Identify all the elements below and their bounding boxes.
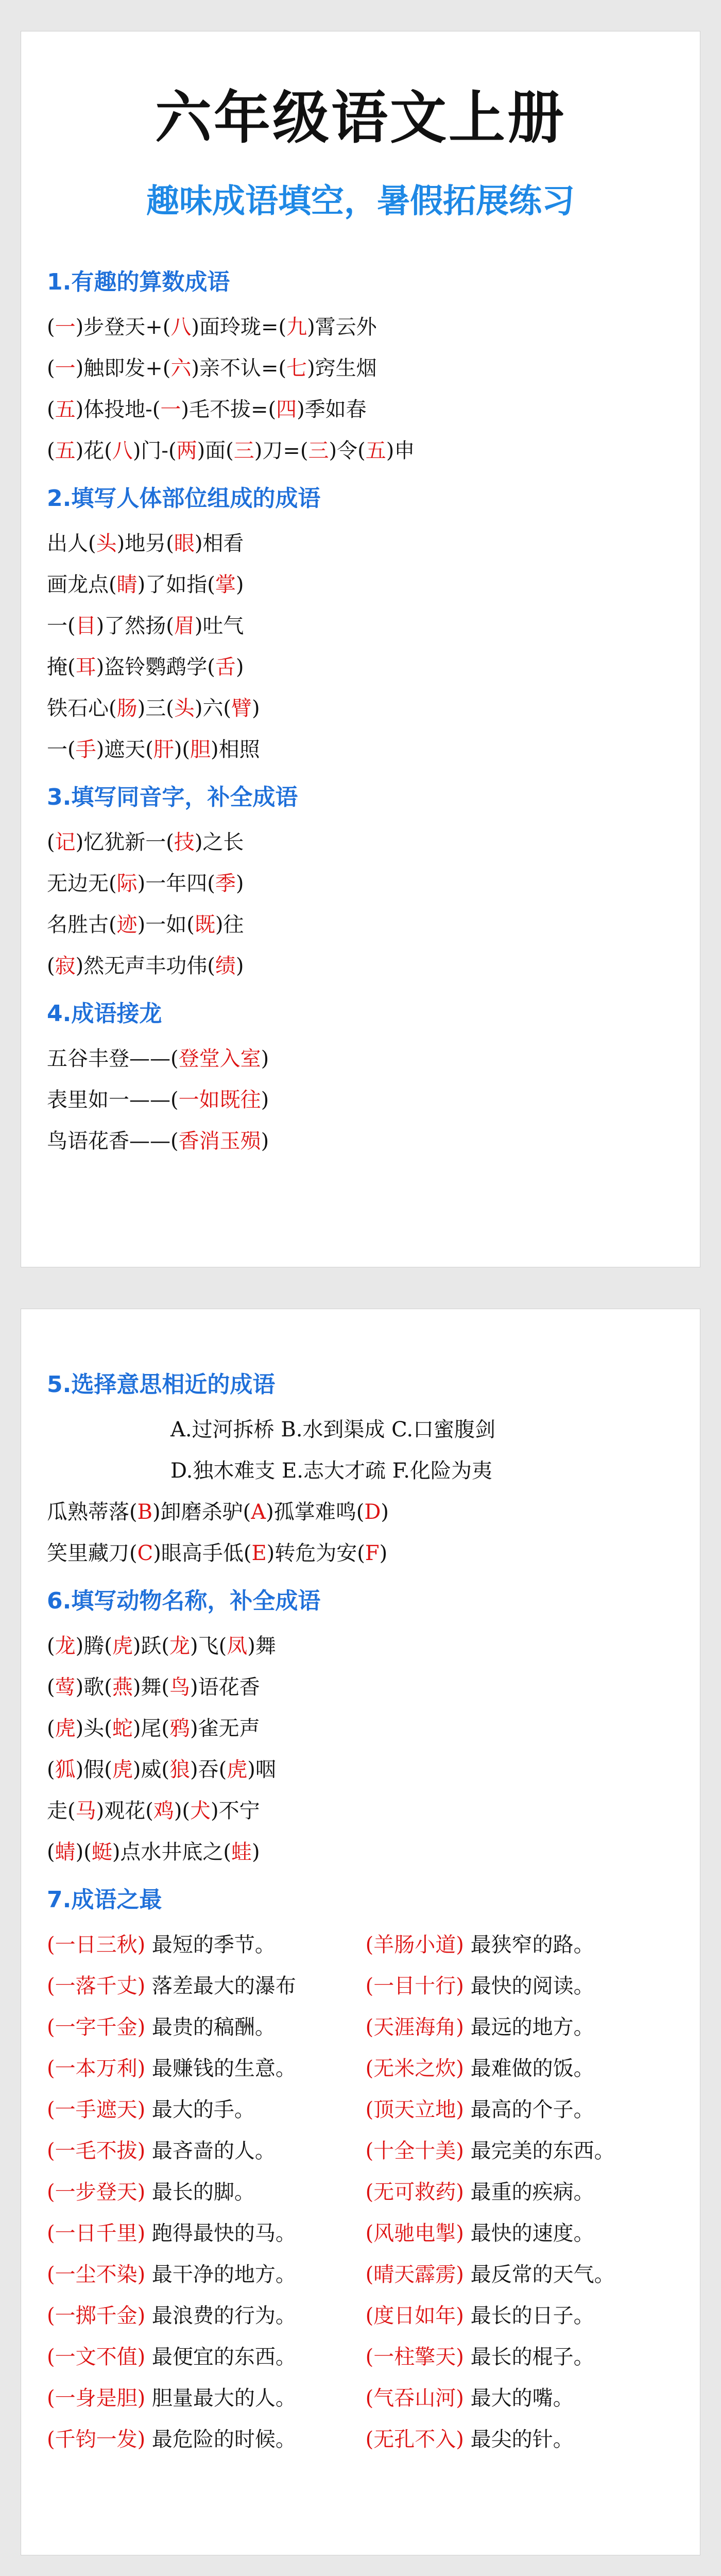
question-text: )( [75, 1840, 92, 1864]
section-heading: 2.填写人体部位组成的成语 [47, 485, 321, 512]
question-text: )申 [386, 439, 415, 463]
superlative-item [366, 2172, 674, 2213]
answer-text: 头 [96, 532, 117, 555]
question-text: )盗铃鹦鹉学( [96, 655, 215, 679]
question-text: )亲不认=( [191, 357, 287, 380]
answer-text: (一本万利) [47, 2057, 146, 2080]
question-text: )威( [132, 1758, 170, 1782]
answer-text: E [251, 1541, 267, 1565]
answer-text: (顶天立地) [365, 2098, 464, 2122]
question-text: 一( [47, 614, 76, 638]
question-text: 最完美的东西。 [464, 2139, 615, 2163]
worksheet-page-1 [21, 31, 700, 1267]
exercise-line [47, 1079, 674, 1121]
question-text: )面( [197, 439, 234, 463]
question-text: )头( [75, 1717, 112, 1740]
answer-text: 迹 [116, 913, 138, 937]
question-text: 最长的棍子。 [464, 2345, 594, 2369]
question-text: ) [381, 1500, 389, 1524]
question-text: ) [252, 697, 260, 720]
question-text: ) [261, 1129, 269, 1153]
superlative-item [366, 1965, 674, 2007]
question-text: )忆犹新一( [75, 831, 174, 854]
question-text: 最危险的时候。 [145, 2428, 296, 2451]
question-text: )相照 [211, 738, 260, 761]
answer-text: 登堂入室 [178, 1047, 261, 1071]
question-text: ) [235, 872, 244, 895]
question-text: ( [47, 1758, 55, 1782]
superlative-row [47, 2295, 674, 2336]
exercise-lines [47, 1038, 674, 1162]
question-text: ) [235, 954, 244, 978]
superlative-row [47, 2254, 674, 2295]
answer-text: 蜻 [55, 1840, 76, 1864]
exercise-line [47, 1832, 674, 1873]
superlative-item [366, 2295, 674, 2336]
question-text: )吐气 [194, 614, 244, 638]
superlative-item [366, 2419, 674, 2460]
exercise-line [47, 1625, 674, 1667]
exercise-line [47, 1790, 674, 1832]
question-text: ( [47, 357, 55, 380]
answer-text: 燕 [112, 1675, 133, 1699]
answer-text: 八 [170, 315, 192, 339]
answer-text: (一身是胆) [47, 2386, 146, 2410]
answer-text: (一尘不染) [47, 2263, 146, 2286]
section-heading: 3.填写同音字，补全成语 [47, 784, 298, 810]
superlative-item [47, 2048, 366, 2089]
exercise-lines [47, 523, 674, 770]
exercise-lines [47, 1625, 674, 1873]
answer-text: (晴天霹雳) [365, 2263, 464, 2286]
answer-text: 虎 [227, 1758, 248, 1782]
question-text: 笑里藏刀( [47, 1541, 138, 1565]
question-text: ) [235, 655, 244, 679]
answer-text: 五 [55, 439, 76, 463]
answer-text: (度日如年) [365, 2304, 464, 2328]
section-heading: 6.填写动物名称，补全成语 [47, 1588, 321, 1614]
answer-text: 龙 [169, 1634, 191, 1658]
question-text: )令( [329, 439, 366, 463]
answer-text: 虎 [112, 1758, 133, 1782]
question-text: 最干净的地方。 [145, 2263, 296, 2286]
question-text: 最快的速度。 [464, 2222, 594, 2245]
superlative-row [47, 2089, 674, 2130]
answer-text: 一 [160, 398, 181, 421]
question-text: 跑得最快的马。 [145, 2222, 296, 2245]
question-text: 铁石心( [47, 697, 117, 720]
question-text: 最吝啬的人。 [145, 2139, 276, 2163]
exercise-line [47, 822, 674, 863]
question-text: )不宁 [211, 1799, 260, 1823]
answer-text: 绩 [215, 954, 236, 978]
answer-text: 虎 [112, 1634, 133, 1658]
question-text: )点水井底之( [112, 1840, 232, 1864]
question-text: )花( [75, 439, 112, 463]
answer-text: 莺 [55, 1675, 76, 1699]
superlative-item [366, 2378, 674, 2419]
exercise-line [47, 904, 674, 945]
question-text: )然无声丰功伟( [75, 954, 215, 978]
question-text: 走( [47, 1799, 76, 1823]
question-text: 名胜古( [47, 913, 117, 937]
answer-text: (无孔不入) [365, 2428, 464, 2451]
answer-text: (一毛不拔) [47, 2139, 146, 2163]
superlative-item [47, 1924, 366, 1965]
answer-text: (一日三秋) [47, 1933, 146, 1957]
question-text: 最重的疾病。 [464, 2180, 594, 2204]
question-text: 最便宜的东西。 [145, 2345, 296, 2369]
answer-text: 鸡 [153, 1799, 174, 1823]
question-text: )步登天+( [75, 315, 171, 339]
question-text: )一年四( [137, 872, 215, 895]
question-text: )转危为安( [266, 1541, 365, 1565]
question-text: )孤掌难鸣( [266, 1500, 365, 1524]
superlative-item [47, 2130, 366, 2172]
answer-text: A [251, 1500, 266, 1524]
exercise-line [47, 389, 674, 430]
question-text: ( [47, 831, 55, 854]
question-text: 最短的季节。 [145, 1933, 276, 1957]
answer-text: 记 [55, 831, 76, 854]
question-text: ( [47, 1840, 55, 1864]
question-text: )刀=( [254, 439, 308, 463]
question-text: )观花( [96, 1799, 153, 1823]
question-text: ( [47, 315, 55, 339]
question-text: 无边无( [47, 872, 117, 895]
answer-text: 三 [233, 439, 254, 463]
answer-text: (一手遮天) [47, 2098, 146, 2122]
superlative-item [366, 2336, 674, 2378]
question-text: ) [235, 573, 244, 597]
question-text: )之长 [194, 831, 244, 854]
question-text: )三( [137, 697, 174, 720]
question-text: )霄云外 [307, 315, 377, 339]
question-text: 最远的地方。 [464, 2015, 594, 2039]
question-text: )体投地-( [75, 398, 161, 421]
question-text: )了如指( [137, 573, 215, 597]
answer-text: (一步登天) [47, 2180, 146, 2204]
question-text: )了然扬( [96, 614, 174, 638]
answer-text: (一日千里) [47, 2222, 146, 2245]
superlative-row [47, 2378, 674, 2419]
question-text: )遮天( [96, 738, 153, 761]
question-text: 掩( [47, 655, 76, 679]
superlative-row [47, 2048, 674, 2089]
answer-text: 掌 [215, 573, 236, 597]
answer-text: 五 [55, 398, 76, 421]
question-text: )腾( [75, 1634, 112, 1658]
answer-text: 狐 [55, 1758, 76, 1782]
question-text: ) [252, 1840, 260, 1864]
superlative-row [47, 2172, 674, 2213]
superlative-item [47, 2007, 366, 2048]
superlative-row [47, 1965, 674, 2007]
question-text: 最高的个子。 [464, 2098, 594, 2122]
question-text: ) [261, 1047, 269, 1071]
question-text: )往 [215, 913, 244, 937]
question-text: 最赚钱的生意。 [145, 2057, 296, 2080]
worksheet-page-2 [21, 1309, 700, 2555]
question-text: )雀无声 [190, 1717, 260, 1740]
answer-text: 目 [75, 614, 96, 638]
answer-text: 六 [170, 357, 192, 380]
superlative-item [47, 2295, 366, 2336]
superlative-item [366, 2048, 674, 2089]
answer-text: (一文不值) [47, 2345, 146, 2369]
superlative-row [47, 1924, 674, 1965]
answer-text: 鸟 [169, 1675, 191, 1699]
answer-text: (一落千丈) [47, 1974, 146, 1998]
exercise-line [47, 1121, 674, 1162]
answer-text: 胆 [190, 738, 211, 761]
page-title: 六年级语文上册 [155, 85, 566, 151]
answer-text: 手 [75, 738, 96, 761]
answer-text: 蛇 [112, 1717, 133, 1740]
superlative-item [366, 2007, 674, 2048]
page-subtitle: 趣味成语填空，暑假拓展练习 [146, 182, 575, 221]
exercise-lines [47, 307, 674, 471]
question-text: 鸟语花香——( [47, 1129, 179, 1153]
question-text: 最长的日子。 [464, 2304, 594, 2328]
answer-text: 九 [286, 315, 307, 339]
superlative-item [47, 1965, 366, 2007]
superlative-item [366, 2213, 674, 2254]
exercise-line [47, 863, 674, 904]
question-text: 五谷丰登——( [47, 1047, 179, 1071]
question-text: 最难做的饭。 [464, 2057, 594, 2080]
question-text: )歌( [75, 1675, 112, 1699]
exercise-line [47, 1708, 674, 1749]
answer-text: 寂 [55, 954, 76, 978]
answer-text: 三 [308, 439, 329, 463]
exercise-line [47, 348, 674, 389]
answer-text: 虎 [55, 1717, 76, 1740]
answer-text: 一如既往 [178, 1088, 261, 1112]
question-text: )六( [194, 697, 232, 720]
choice-options: D.独木难支 E.志大才疏 F.化险为夷 [170, 1459, 492, 1483]
question-text: )触即发+( [75, 357, 171, 380]
question-text: )地另( [116, 532, 174, 555]
superlative-item [366, 2130, 674, 2172]
answer-text: 八 [112, 439, 133, 463]
exercise-line [47, 564, 674, 605]
answer-text: 狼 [169, 1758, 191, 1782]
answer-text: 两 [176, 439, 197, 463]
question-text: ( [47, 1717, 55, 1740]
superlative-item [47, 2213, 366, 2254]
superlative-item [47, 2089, 366, 2130]
answer-text: 既 [194, 913, 215, 937]
answer-text: F [365, 1541, 380, 1565]
question-text: )咽 [247, 1758, 276, 1782]
superlative-row [47, 2007, 674, 2048]
question-text: 最浪费的行为。 [145, 2304, 296, 2328]
question-text: ( [47, 954, 55, 978]
section-heading: 4.成语接龙 [47, 1001, 162, 1027]
answer-text: 睛 [116, 573, 138, 597]
question-text: ) [261, 1088, 269, 1112]
question-text: ) [379, 1541, 388, 1565]
question-text: ( [47, 1634, 55, 1658]
answer-text: 肠 [116, 697, 138, 720]
answer-text: (一目十行) [365, 1974, 464, 1998]
answer-text: 七 [286, 357, 307, 380]
exercise-lines [47, 822, 674, 987]
question-text: )( [174, 738, 191, 761]
question-text: 最狭窄的路。 [464, 1933, 594, 1957]
exercise-line [47, 945, 674, 987]
exercise-line [47, 729, 674, 770]
answer-text: 眼 [174, 532, 195, 555]
question-text: 表里如一——( [47, 1088, 179, 1112]
choice-options: A.过河拆桥 B.水到渠成 C.口蜜腹剑 [170, 1418, 496, 1442]
answer-text: 香消玉殒 [178, 1129, 261, 1153]
exercise-line [47, 647, 674, 688]
answer-text: 眉 [174, 614, 195, 638]
answer-text: 蜓 [91, 1840, 112, 1864]
answer-text: 犬 [190, 1799, 211, 1823]
exercise-line [47, 1749, 674, 1790]
exercise-line [47, 1667, 674, 1708]
question-text: 一( [47, 738, 76, 761]
answer-text: (气吞山河) [365, 2386, 464, 2410]
superlative-row [47, 2419, 674, 2460]
superlative-item [47, 2378, 366, 2419]
answer-text: 鸦 [169, 1717, 191, 1740]
superlative-item [366, 2254, 674, 2295]
question-text: )跃( [132, 1634, 170, 1658]
question-text: )面玲珑=( [191, 315, 287, 339]
answer-text: 马 [75, 1799, 96, 1823]
superlative-item [47, 2336, 366, 2378]
answer-text: 一 [55, 357, 76, 380]
answer-text: (风驰电掣) [365, 2222, 464, 2245]
question-text: 最贵的稿酬。 [145, 2015, 276, 2039]
question-text: 最反常的天气。 [464, 2263, 615, 2286]
answer-text: 四 [276, 398, 297, 421]
question-text: 最尖的针。 [464, 2428, 574, 2451]
question-text: )吞( [190, 1758, 227, 1782]
superlative-row [47, 2130, 674, 2172]
question-text: 最大的嘴。 [464, 2386, 574, 2410]
exercise-line [47, 1038, 674, 1079]
question-text: )季如春 [297, 398, 367, 421]
question-text: )一如( [137, 913, 195, 937]
exercise-line [47, 523, 674, 564]
question-text: ( [47, 439, 55, 463]
question-text: )窍生烟 [307, 357, 377, 380]
superlative-item [366, 1924, 674, 1965]
answer-text: 舌 [215, 655, 236, 679]
exercise-line [47, 605, 674, 647]
question-text: 瓜熟蒂落( [47, 1500, 138, 1524]
question-text: 落差最大的瀑布 [145, 1974, 296, 1998]
superlative-item [47, 2254, 366, 2295]
question-text: )( [174, 1799, 191, 1823]
question-text: )眼高手低( [153, 1541, 252, 1565]
question-text: )假( [75, 1758, 112, 1782]
answer-text: (千钧一发) [47, 2428, 146, 2451]
question-text: )相看 [194, 532, 244, 555]
exercise-lines [47, 1492, 674, 1574]
answer-text: (一字千金) [47, 2015, 146, 2039]
answer-text: 一 [55, 315, 76, 339]
question-text: ( [47, 398, 55, 421]
question-text: )尾( [132, 1717, 170, 1740]
question-text: 出人( [47, 532, 96, 555]
superlative-item [366, 2089, 674, 2130]
section-heading: 1.有趣的算数成语 [47, 269, 230, 295]
answer-text: (无米之炊) [365, 2057, 464, 2080]
answer-text: 头 [174, 697, 195, 720]
answer-text: 耳 [75, 655, 96, 679]
exercise-line [47, 1492, 674, 1533]
answer-text: C [137, 1541, 153, 1565]
answer-text: (无可救药) [365, 2180, 464, 2204]
question-text: 最大的手。 [145, 2098, 255, 2122]
answer-text: D [364, 1500, 381, 1524]
question-text: )毛不拔=( [181, 398, 277, 421]
exercise-line [47, 688, 674, 729]
answer-text: 肝 [153, 738, 174, 761]
question-text: )舞 [247, 1634, 276, 1658]
answer-text: B [137, 1500, 153, 1524]
question-text: )语花香 [190, 1675, 260, 1699]
answer-text: 际 [116, 872, 138, 895]
answer-text: (一柱擎天) [365, 2345, 464, 2369]
question-text: )门-( [132, 439, 177, 463]
question-text: )飞( [190, 1634, 227, 1658]
exercise-line [47, 307, 674, 348]
answer-text: 蛙 [231, 1840, 252, 1864]
answer-text: 季 [215, 872, 236, 895]
answer-text: (一掷千金) [47, 2304, 146, 2328]
answer-text: 技 [174, 831, 195, 854]
question-text: 画龙点( [47, 573, 117, 597]
answer-text: (羊肠小道) [365, 1933, 464, 1957]
superlative-row [47, 2213, 674, 2254]
question-text: )卸磨杀驴( [152, 1500, 251, 1524]
answer-text: 凤 [227, 1634, 248, 1658]
section-heading: 5.选择意思相近的成语 [47, 1371, 276, 1398]
question-text: 最长的脚。 [145, 2180, 255, 2204]
superlative-row [47, 2336, 674, 2378]
question-text: 最快的阅读。 [464, 1974, 594, 1998]
exercise-line [47, 1533, 674, 1574]
superlative-item [47, 2419, 366, 2460]
answer-text: 臂 [231, 697, 252, 720]
answer-text: (十全十美) [365, 2139, 464, 2163]
answer-text: 龙 [55, 1634, 76, 1658]
superlative-rows [47, 1924, 674, 2460]
superlative-item [47, 2172, 366, 2213]
exercise-line [47, 430, 674, 471]
question-text: )舞( [132, 1675, 170, 1699]
answer-text: (天涯海角) [365, 2015, 464, 2039]
section-heading: 7.成语之最 [47, 1887, 162, 1913]
answer-text: 五 [365, 439, 386, 463]
question-text: ( [47, 1675, 55, 1699]
question-text: 胆量最大的人。 [145, 2386, 296, 2410]
